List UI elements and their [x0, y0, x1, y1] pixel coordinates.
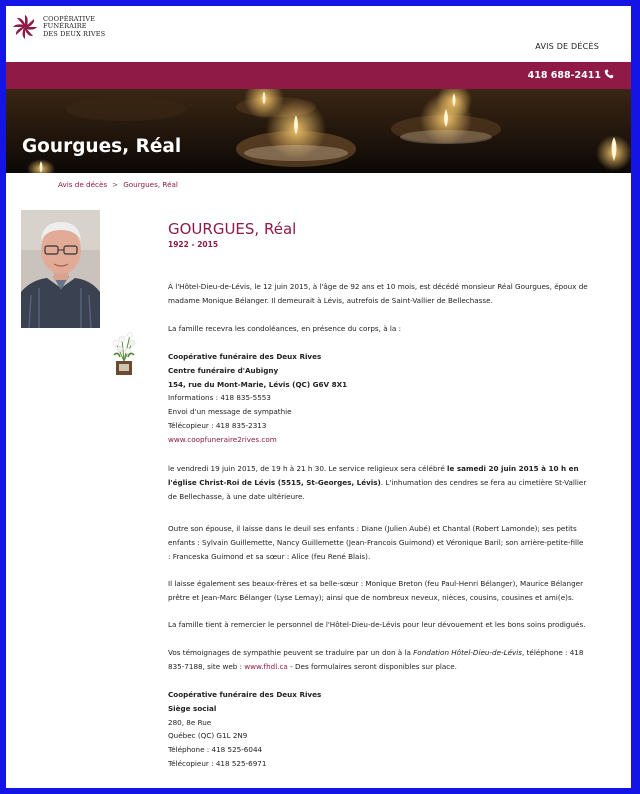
breadcrumb-current[interactable]: Gourgues, Réal [123, 180, 178, 189]
sympathy-message-link[interactable]: Envoi d'un message de sympathie [168, 407, 292, 417]
donation-text-d: - Des formulaires seront disponibles sur place. [287, 661, 457, 671]
funeral-home-block [168, 350, 588, 447]
donation-paragraph [168, 646, 588, 674]
condolences-paragraph: La famille recevra les condoléances, en présence du corps, à la : [168, 324, 402, 333]
hq-coop-name: Coopérative funéraire des Deux Rives [168, 690, 322, 699]
donation-text-a: Vos témoignages de sympathie peuvent se traduire par un don à la [168, 648, 414, 657]
deceased-portrait [21, 210, 100, 328]
phone-number[interactable]: 418 688-2411 [527, 70, 601, 81]
service-text-b: le samedi 20 juin 2015 à 10 h en l'église Christ-Roi de Lévis (5515, St-Georges, Lévis) [168, 464, 579, 487]
logo-line-3: DES DEUX RIVES [43, 29, 106, 38]
service-paragraph [168, 462, 588, 503]
obituary-dates: 1922 - 2015 [168, 240, 219, 249]
hq-phone: Téléphone : 418 525-6044 [168, 745, 263, 755]
phone-icon[interactable] [604, 69, 614, 79]
centre-name: Centre funéraire d'Aubigny [168, 365, 279, 375]
phone-bar [6, 62, 631, 89]
head-office-block [168, 688, 588, 771]
donation-website-link[interactable]: www.fhdl.ca [244, 661, 288, 671]
coop-name: Coopérative funéraire des Deux Rives [168, 352, 322, 361]
logo-line-2: FUNÉRAIRE [43, 22, 87, 31]
breadcrumb [58, 180, 178, 189]
breadcrumb-separator: > [112, 180, 119, 189]
death-notice-paragraph: À l'Hôtel-Dieu-de-Lévis, le 12 juin 2015, à l'âge de 92 ans et 10 mois, est décédé monsieur Réal Gourgues, époux de madame Monique Bélanger. Il demeurait à Lévis, autrefois de Saint-Vallier de Bellechasse. [168, 282, 588, 305]
breadcrumb-avis[interactable]: Avis de décès [58, 180, 108, 189]
donation-foundation: Fondation Hôtel-Dieu-de-Lévis [413, 648, 523, 657]
obituary-name: GOURGUES, Réal [168, 220, 297, 238]
hero-title: Gourgues, Réal [22, 136, 182, 157]
nav-avis-de-deces[interactable]: AVIS DE DÉCÈS [535, 42, 599, 51]
fax-number: Télécopieur : 418 835-2313 [168, 420, 267, 430]
centre-address: 154, rue du Mont-Marie, Lévis (QC) G6V 8X1 [168, 379, 348, 389]
website-link[interactable]: www.coopfuneraire2rives.com [168, 434, 277, 444]
logo-text [43, 16, 105, 38]
hq-fax: Télécopieur : 418 525-6971 [168, 758, 267, 768]
obituary-content [168, 220, 588, 768]
thanks-paragraph: La famille tient à remercier le personnel de l'Hôtel-Dieu-de-Lévis pour leur dévouement et les bons soins prodigués. [168, 620, 586, 629]
site-logo[interactable] [12, 14, 105, 40]
candles-image [6, 89, 631, 173]
flowers-icon[interactable] [110, 331, 138, 379]
family-paragraph: Outre son épouse, il laisse dans le deuil ses enfants : Diane (Julien Aubé) et Chantal (Robert Lamonde); ses petits enfants : Sylvain Guillemette, Nancy Guillemette (Jean-Francois Guimond) et Véronique Baril; son arrière-petite-fille : Franceska Guimond et sa sœur : Alice (feu René Blais). [168, 524, 584, 561]
hq-street: 280, 8e Rue [168, 717, 212, 727]
info-phone: Informations : 418 835-5553 [168, 393, 271, 403]
service-text-c: . L'inhumation des cendres se fera au cimetière St-Vallier de Bellechasse, à une date ultérieure. [168, 477, 587, 501]
site-header [6, 6, 631, 62]
service-text-a: le vendredi 19 juin 2015, de 19 h à 21 h 30. Le service religieux sera célébré [168, 464, 448, 473]
donation-text-c: , téléphone : 418 835-7188, site web : [168, 648, 584, 671]
hq-label: Siège social [168, 703, 217, 713]
page [6, 6, 631, 788]
logo-swirl-icon [12, 14, 38, 40]
siblings-paragraph: Il laisse également ses beaux-frères et sa belle-sœur : Monique Breton (feu Paul-Henri Bélanger), Maurice Bélanger prêtre et Jean-Marc Bélanger (Lyse Lemay); ainsi que de nombreux neveux, nièces, cousins, cousines et ami(e)s. [168, 579, 584, 602]
logo-line-1: COOPÉRATIVE [43, 14, 96, 23]
hero-banner [6, 89, 631, 173]
hq-city: Québec (QC) G1L 2N9 [168, 731, 248, 741]
